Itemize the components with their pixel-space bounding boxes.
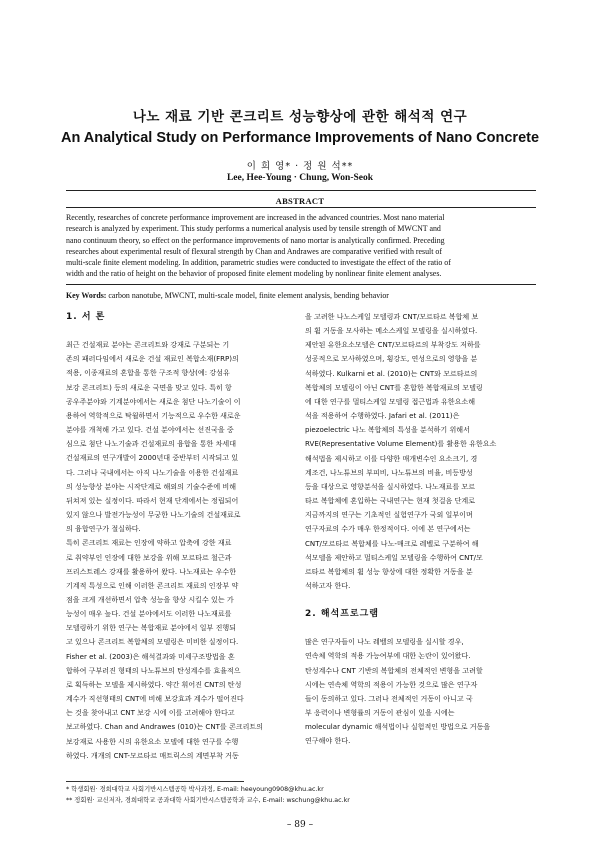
body-line: 연속체 역학의 적용 가능여부에 대한 논란이 있어왔다. bbox=[305, 651, 471, 661]
body-line: 분야를 개척해 가고 있다. 건설 분야에서는 선진국을 중 bbox=[66, 425, 234, 435]
body-line: 특히 콘크리트 재료는 인장에 약하고 압축에 강한 재료 bbox=[66, 538, 232, 548]
body-line: 존의 패러다임에서 새로운 건설 재료인 복합소재(FRP)의 bbox=[66, 354, 239, 364]
body-line: Fisher et al. (2003)은 해석결과와 미세구조방법을 혼 bbox=[66, 651, 235, 661]
body-line: 타르 복합체에 혼입하는 국내연구는 현재 첫걸음 단계로 bbox=[305, 496, 476, 506]
abstract-bottom-rule bbox=[66, 284, 536, 285]
body-line: 점을 크게 개선하면서 압축 성능을 향상 시킬수 있는 가 bbox=[66, 594, 234, 604]
body-line: 로 획득하는 모델을 제시하였다. 약간 휘어진 CNT의 탄성 bbox=[66, 679, 242, 689]
keywords bbox=[66, 291, 536, 300]
body-line: molecular dynamic 해석법이나 실험적인 방법으로 거동을 bbox=[305, 722, 491, 732]
keywords-text: carbon nanotube, MWCNT, multi-scale model, finite element analysis, bending behavior bbox=[108, 291, 389, 300]
body-line: 의 융합연구가 절실하다. bbox=[66, 524, 141, 534]
body-line: 합하여 구부러진 형태의 나노튜브의 탄성계수를 효율적으 bbox=[66, 665, 241, 675]
body-line: 는 것을 찾아내고 CNT 보강 시에 이를 고려해야 한다고 bbox=[66, 708, 235, 718]
body-line: 복합체의 모델링이 아닌 CNT를 혼합한 복합재료의 모델링 bbox=[305, 382, 483, 392]
body-line: 등을 대상으로 영향분석을 실시하였다. 나노재료를 모르 bbox=[305, 481, 476, 491]
authors-korean: 이 희 영* · 정 원 석** bbox=[246, 161, 354, 172]
footnote: ** 정회원· 교신저자, 경희대학교 공과대학 사회기반시스템공학과 교수, E-mail: wschung@khu.ac.kr bbox=[66, 796, 350, 804]
abstract-heading: ABSTRACT bbox=[275, 196, 325, 206]
body-line: 탄성계수나 CNT 기반의 복합체의 전체적인 변형을 고려할 bbox=[305, 665, 483, 675]
body-line: 의 성능향상 분야는 시작단계로 해외의 기술수준에 비해 bbox=[66, 481, 237, 491]
abstract-line: Recently, researches of concrete performance improvement are increased in the advanced countries. Most nano material bbox=[66, 213, 445, 222]
body-line: 뒤쳐져 있는 실정이다. 따라서 현재 단계에서는 정립되어 bbox=[66, 495, 239, 505]
body-line: 심으로 첨단 나노기술과 건설재료의 융합을 통한 차세대 bbox=[66, 439, 237, 449]
abstract-line: nano continuum theory, so effect on the performance improvements of nano mortar is analytically confirmed. Preceding bbox=[66, 235, 445, 245]
body-line: 건설재료의 연구개발이 2000년대 중반부터 시작되고 있 bbox=[66, 453, 239, 463]
footnotes bbox=[66, 785, 536, 806]
body-line: 모델링하기 위한 연구는 복합재료 분야에서 일부 진행되 bbox=[66, 623, 237, 633]
footnote: * 학생회원· 경희대학교 사회기반시스템공학 박사과정, E-mail: heeyoung0908@khu.ac.kr bbox=[66, 786, 324, 793]
body-line: 에 대한 연구를 멀티스케일 모델링 접근법과 유한요소해 bbox=[305, 396, 476, 406]
body-line: 다. 그러나 국내에서는 아직 나노기술을 이용한 건설재료 bbox=[66, 467, 239, 477]
authors-english: Lee, Hee-Young · Chung, Won-Seok bbox=[226, 173, 374, 183]
body-line: 로 취약부인 인장에 대한 보강을 위해 모르타르 철근과 bbox=[66, 552, 232, 562]
footnote-rule bbox=[66, 781, 244, 782]
body-line: 르타르 복합체의 휨 성능 향상에 대한 정확한 거동을 분 bbox=[305, 566, 473, 576]
body-line: 기계적 특성으로 인해 이러한 콘크리트 재료의 인장부 약 bbox=[66, 580, 239, 590]
abstract-line: research is analyzed by experiment. This study performs a numerical analysis used by tensile strength of MWCNT and bbox=[66, 224, 441, 234]
abstract-line: multi-scale finite element modeling. In addition, parametric studies were conducted to investigate the effect of the ratio of bbox=[66, 258, 451, 268]
abstract-heading-rule bbox=[66, 207, 536, 208]
body-line: 용하여 역학적으로 탁월하면서 기능적으로 우수한 새로운 bbox=[66, 410, 241, 420]
body-line: 해석법을 제시하고 이를 다양한 매개변수인 요소크기, 경 bbox=[305, 453, 478, 463]
body-line: 능성이 매우 높다. 건설 분야에서도 이러한 나노재료를 bbox=[66, 609, 232, 619]
body-line: 시에는 연속체 역학의 적용이 가능한 것으로 많은 연구자 bbox=[305, 679, 478, 689]
body-line: 적용, 이종재료의 혼합을 통한 구조적 향상(예: 강섬유 bbox=[66, 368, 230, 378]
keywords-label: Key Words: bbox=[66, 291, 107, 300]
body-line: CNT/모르타르 복합체를 나노-매크로 레벨로 구분하여 해 bbox=[305, 538, 479, 548]
body-line: 보고하였다. Chan and Andrawes (010)는 CNT를 콘크리트의 bbox=[66, 722, 263, 732]
left-column bbox=[66, 310, 299, 763]
body-line: 지금까지의 연구는 기초적인 실험연구가 국외 일부이며 bbox=[305, 510, 473, 520]
body-line: 제안된 유한요소모델은 CNT/모르타르의 부착강도 저하를 bbox=[305, 340, 481, 350]
body-line: 석하고자 한다. bbox=[305, 580, 351, 590]
body-line: 공우주분야와 기계분야에서는 새로운 첨단 나노기술이 이 bbox=[66, 396, 241, 406]
body-line: 연구자료의 수가 매우 한정적이다. 이에 본 연구에서는 bbox=[305, 524, 471, 534]
title-korean: 나노 재료 기반 콘크리트 성능향상에 관한 해석적 연구 bbox=[132, 109, 468, 125]
body-line: 최근 건설재료 분야는 콘크리트와 강재로 구분되는 기 bbox=[66, 340, 230, 350]
body-line: 있지 않으나 발전가능성이 무궁한 나노기술의 건설재료로 bbox=[66, 510, 241, 520]
body-line: 석모델을 제안하고 멀티스케일 모델링을 수행하여 CNT/모 bbox=[305, 552, 483, 562]
body-line: 들이 동의하고 있다. 그러나 전체적인 거동이 아니고 국 bbox=[305, 693, 473, 703]
body-line: 보강 콘크리트) 등의 새로운 국면을 맞고 있다. 특히 항 bbox=[66, 382, 232, 392]
body-line: 하였다. 개개의 CNT-모르타르 매트릭스의 계면부착 거동 bbox=[66, 750, 239, 760]
abstract-top-rule bbox=[66, 190, 536, 191]
section-2-heading: 2. 해석프로그램 bbox=[305, 609, 379, 620]
body-line: 석을 적용하여 수행하였다. Jafari et al. (2011)은 bbox=[305, 411, 460, 421]
body-line: 석하였다. Kulkarni et al. (2010)는 CNT와 모르타르의 bbox=[305, 368, 478, 378]
body-line: 보강재로 사용한 시의 유한요소 모델에 대한 연구를 수행 bbox=[66, 736, 239, 746]
right-column bbox=[305, 310, 538, 749]
body-line: 계조건, 나노튜브의 부피비, 나노튜브의 비율, 비등방성 bbox=[305, 467, 473, 477]
body-line: piezoelectric 나노 복합체의 특성을 분석하기 위해서 bbox=[305, 425, 470, 435]
body-line: 성공적으로 모사하였으며, 횡강도, 연성으로의 영향을 분 bbox=[305, 354, 478, 364]
body-line: 을 고려한 나노스케일 모델링과 CNT/모르타르 복합체 보 bbox=[305, 312, 479, 321]
section-1-heading: 1. 서 론 bbox=[66, 312, 106, 322]
page-number: – 89 – bbox=[286, 820, 314, 830]
body-line: RVE(Representative Volume Element)를 활용한 유한요소 bbox=[305, 439, 497, 449]
abstract-line: researches about experimental result of flexural strength by Chan and Andrawes are comparative verified with result of bbox=[66, 246, 442, 256]
body-line: 프리스트레스 강재를 활용하여 왔다. 나노재료는 우수한 bbox=[66, 566, 237, 576]
body-line: 연구해야 한다. bbox=[305, 736, 351, 746]
abstract-line: width and the ratio of height on the behavior of proposed finite element modeling by nonlinear finite element analyses. bbox=[66, 269, 442, 279]
abstract-text bbox=[66, 212, 536, 280]
body-line: 계수가 직선형태의 CNT에 비해 보강효과 계수가 떨어진다 bbox=[66, 694, 244, 704]
title-english: An Analytical Study on Performance Improvements of Nano Concrete bbox=[60, 130, 540, 146]
body-line: 고 있으나 콘크리트 복합체의 모델링은 미비한 실정이다. bbox=[66, 637, 239, 647]
body-line: 많은 연구자들이 나노 레벨의 모델링을 실시할 경우, bbox=[305, 637, 464, 647]
body-line: 부 응력이나 변형률의 거동이 관심이 있을 시에는 bbox=[305, 708, 455, 718]
body-line: 의 휨 거동을 모사하는 메소스케일 모델링을 실시하였다. bbox=[305, 326, 478, 336]
